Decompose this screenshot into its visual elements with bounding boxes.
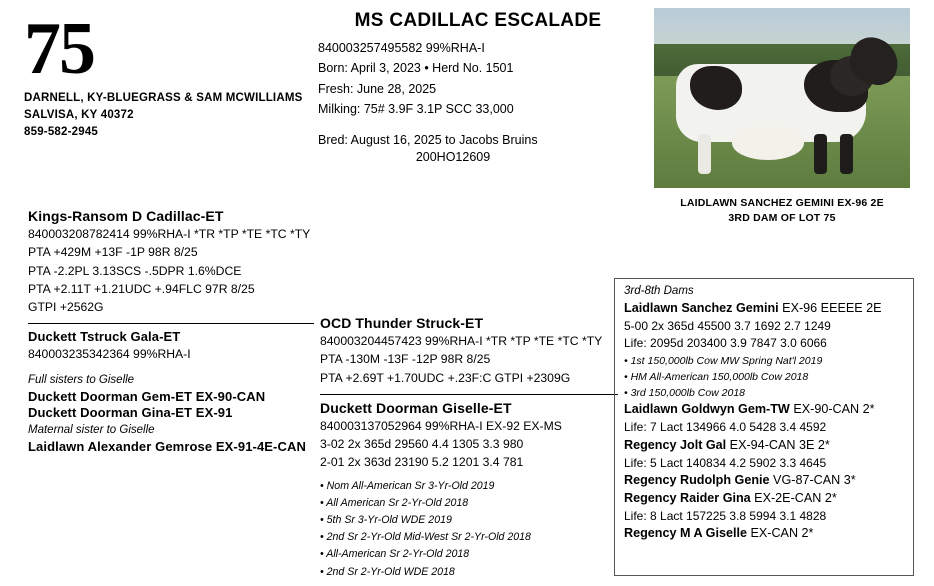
dam-entry-name: Regency Raider Gina EX-2E-CAN 2* bbox=[624, 490, 837, 505]
dam-sire-line: 840003204457423 99%RHA-I *TR *TP *TE *TC *TY bbox=[320, 334, 603, 348]
dam-entry bbox=[624, 525, 904, 543]
dam-entry-record: 5-00 2x 365d 45500 3.7 1692 2.7 1249 bbox=[624, 318, 831, 333]
dam-entry bbox=[624, 490, 904, 525]
divider bbox=[320, 394, 618, 395]
animal-header bbox=[318, 10, 638, 164]
cow-leg-shape bbox=[840, 134, 853, 174]
dam-line: 840003137052964 99%RHA-I EX-92 EX-MS bbox=[320, 418, 562, 433]
dam-entry-award: • 1st 150,000lb Cow MW Spring Nat'l 2019 bbox=[624, 354, 823, 367]
sire-line: PTA -2.2PL 3.13SCS -.5DPR 1.6%DCE bbox=[28, 263, 242, 278]
service-sire-code: 200HO12609 bbox=[415, 150, 491, 165]
consignor-line: SALVISA, KY 40372 bbox=[24, 108, 134, 121]
maternal-sister-name: Laidlawn Alexander Gemrose EX-91-4E-CAN bbox=[28, 439, 306, 455]
consignor-info bbox=[24, 90, 304, 140]
dam-sire-name: OCD Thunder Struck-ET bbox=[320, 315, 484, 331]
dam-name: Duckett Doorman Giselle-ET bbox=[320, 399, 512, 416]
maternal-grandsire-line: 840003235342364 99%RHA-I bbox=[28, 347, 191, 362]
full-sister-name: Duckett Doorman Gina-ET EX-91 bbox=[28, 405, 233, 421]
animal-registration: 840003257495582 99%RHA-I bbox=[318, 41, 485, 55]
dam-award: • All-American Sr 2-Yr-Old 2018 bbox=[320, 548, 470, 561]
maternal-grandsire-name: Duckett Tstruck Gala-ET bbox=[28, 329, 181, 345]
dam-entry-record: Life: 5 Lact 140834 4.2 5902 3.3 4645 bbox=[624, 455, 827, 470]
full-sister-name: Duckett Doorman Gem-ET EX-90-CAN bbox=[28, 389, 266, 405]
animal-born: Born: April 3, 2023 • Herd No. 1501 bbox=[318, 61, 514, 76]
dam-entry-name: Laidlawn Goldwyn Gem-TW EX-90-CAN 2* bbox=[624, 402, 875, 417]
dam-entry bbox=[624, 437, 904, 472]
photo-caption-line2: 3RD DAM OF LOT 75 bbox=[728, 212, 836, 225]
dam-entry bbox=[624, 401, 904, 436]
dam-award: • 2nd Sr 2-Yr-Old WDE 2018 bbox=[320, 565, 455, 578]
animal-milking: Milking: 75# 3.9F 3.1P SCC 33,000 bbox=[318, 101, 514, 116]
dam-entry-award: • 3rd 150,000lb Cow 2018 bbox=[624, 387, 746, 400]
dam-entry bbox=[624, 300, 904, 401]
dam-sire-line: PTA +2.69T +1.70UDC +.23F:C GTPI +2309G bbox=[320, 370, 571, 385]
dam-award: • 2nd Sr 2-Yr-Old Mid-West Sr 2-Yr-Old 2018 bbox=[320, 531, 531, 544]
dam-sire-line: PTA -130M -13F -12P 98R 8/25 bbox=[320, 352, 491, 367]
dam-entry-award: • HM All-American 150,000lb Cow 2018 bbox=[624, 370, 809, 383]
lot-block bbox=[24, 8, 304, 140]
sire-line: 840003208782414 99%RHA-I *TR *TP *TE *TC *TY bbox=[28, 227, 311, 241]
cow-leg-shape bbox=[814, 134, 827, 174]
sire-line: GTPI +2562G bbox=[28, 300, 104, 315]
dam-entry-name: Regency M A Giselle EX-CAN 2* bbox=[624, 526, 814, 541]
consignor-line: 859-582-2945 bbox=[24, 125, 99, 138]
dam-line: 3-02 2x 365d 29560 4.4 1305 3.3 980 bbox=[320, 437, 524, 452]
lot-number: 75 bbox=[24, 8, 94, 90]
dams-box-title: 3rd-8th Dams bbox=[624, 285, 694, 297]
sire-line: PTA +429M +13F -1P 98R 8/25 bbox=[28, 245, 198, 260]
maternal-sister-note: Maternal sister to Giselle bbox=[28, 424, 155, 437]
dam-line: 2-01 2x 363d 23190 5.2 1201 3.4 781 bbox=[320, 455, 524, 470]
animal-photo-block bbox=[654, 8, 910, 225]
dam-entry-record: Life: 8 Lact 157225 3.8 5994 3.1 4828 bbox=[624, 508, 827, 523]
sire-name: Kings-Ransom D Cadillac-ET bbox=[28, 208, 224, 224]
animal-name: MS CADILLAC ESCALADE bbox=[354, 10, 602, 31]
photo-caption-line1: LAIDLAWN SANCHEZ GEMINI EX-96 2E bbox=[680, 197, 884, 209]
full-sisters-note: Full sisters to Giselle bbox=[28, 373, 135, 386]
animal-bred: Bred: August 16, 2025 to Jacobs Bruins bbox=[318, 133, 538, 147]
dam-entry-record: Life: 7 Lact 134966 4.0 5428 3.4 4592 bbox=[624, 420, 827, 435]
cow-photo bbox=[654, 8, 910, 188]
photo-caption bbox=[654, 196, 910, 226]
dam-pedigree-column bbox=[320, 315, 618, 581]
dam-entry-name: Laidlawn Sanchez Gemini EX-96 EEEEE 2E bbox=[624, 301, 882, 315]
dam-award: • 5th Sr 3-Yr-Old WDE 2019 bbox=[320, 514, 452, 527]
dam-entry bbox=[624, 472, 904, 490]
sire-pedigree-column bbox=[28, 208, 314, 455]
divider bbox=[28, 323, 314, 324]
cow-leg-shape bbox=[698, 134, 711, 174]
animal-fresh: Fresh: June 28, 2025 bbox=[318, 81, 437, 96]
sire-line: PTA +2.11T +1.21UDC +.94FLC 97R 8/25 bbox=[28, 281, 255, 296]
dam-award: • Nom All-American Sr 3-Yr-Old 2019 bbox=[320, 479, 495, 492]
cow-udder-shape bbox=[732, 126, 804, 160]
dam-entry-record: Life: 2095d 203400 3.9 7847 3.0 6066 bbox=[624, 336, 827, 351]
dam-award: • All American Sr 2-Yr-Old 2018 bbox=[320, 496, 469, 509]
header-spacer bbox=[318, 119, 638, 130]
dam-entry-name: Regency Jolt Gal EX-94-CAN 3E 2* bbox=[624, 437, 830, 452]
ancestor-dams-box bbox=[614, 278, 914, 576]
consignor-line: DARNELL, KY-BLUEGRASS & SAM MCWILLIAMS bbox=[24, 92, 303, 105]
dam-entry-name: Regency Rudolph Genie VG-87-CAN 3* bbox=[624, 472, 856, 487]
